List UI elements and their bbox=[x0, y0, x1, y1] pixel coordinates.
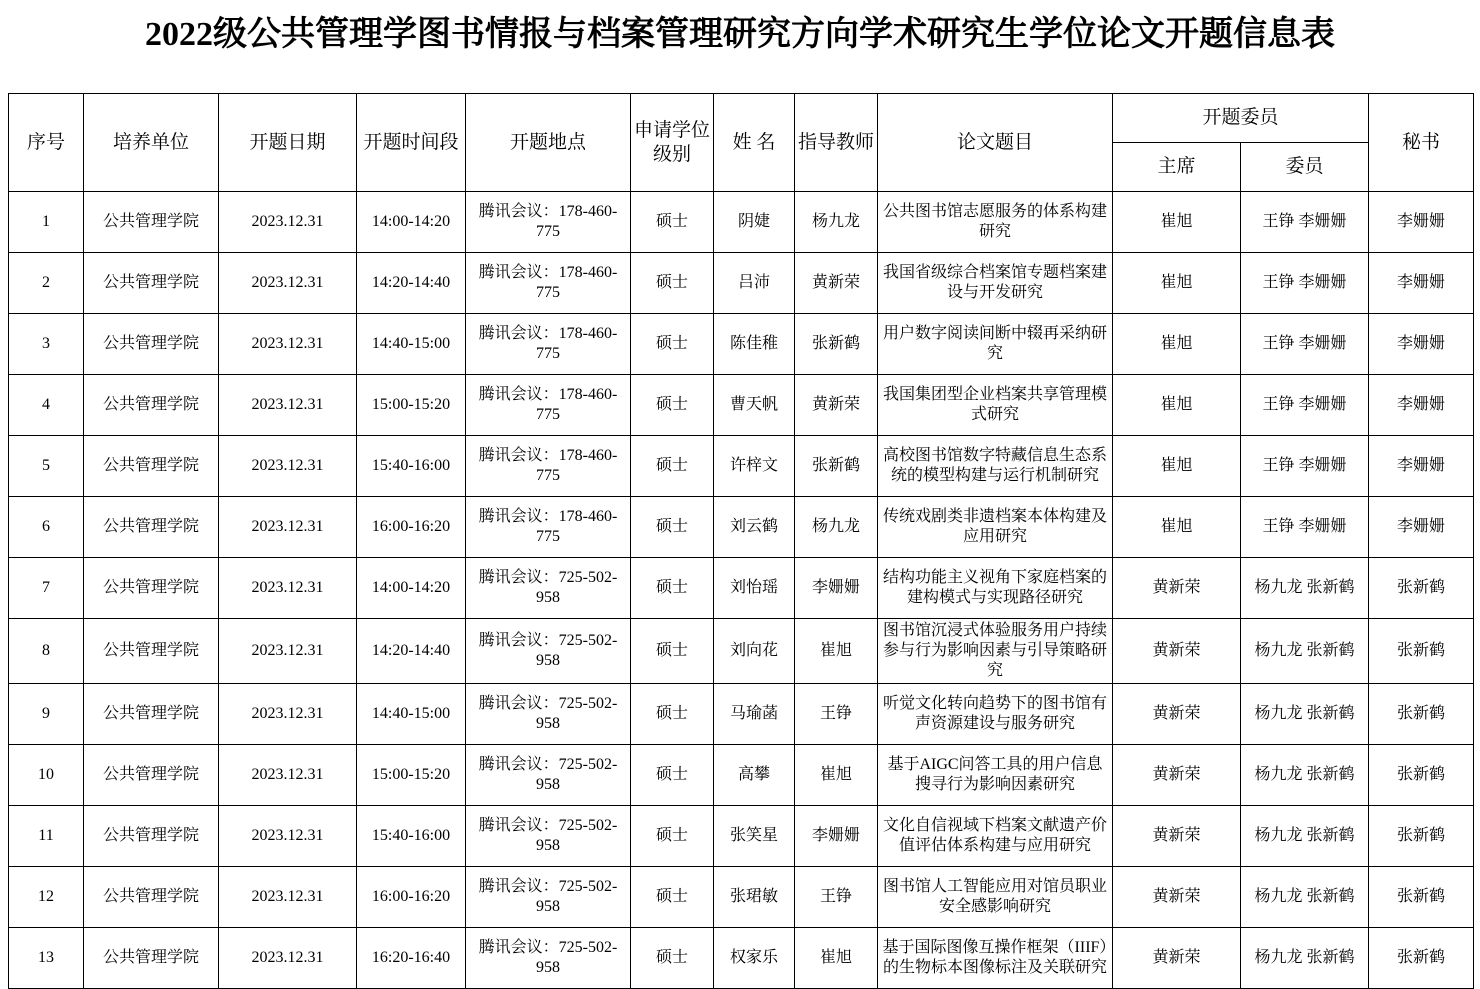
cell-member: 杨九龙 张新鹤 bbox=[1241, 928, 1369, 989]
cell-time: 14:00-14:20 bbox=[357, 558, 466, 619]
cell-no: 13 bbox=[9, 928, 84, 989]
cell-unit: 公共管理学院 bbox=[84, 436, 219, 497]
column-header-topic: 论文题目 bbox=[878, 94, 1113, 192]
cell-unit: 公共管理学院 bbox=[84, 375, 219, 436]
cell-chair: 黄新荣 bbox=[1113, 684, 1241, 745]
cell-time: 15:00-15:20 bbox=[357, 745, 466, 806]
cell-degree: 硕士 bbox=[631, 745, 714, 806]
cell-tutor: 杨九龙 bbox=[795, 192, 878, 253]
schedule-table-container bbox=[8, 93, 1474, 989]
cell-name: 吕沛 bbox=[714, 253, 795, 314]
cell-name: 许梓文 bbox=[714, 436, 795, 497]
cell-member: 杨九龙 张新鹤 bbox=[1241, 558, 1369, 619]
cell-unit: 公共管理学院 bbox=[84, 745, 219, 806]
cell-unit: 公共管理学院 bbox=[84, 192, 219, 253]
cell-time: 14:20-14:40 bbox=[357, 253, 466, 314]
cell-chair: 黄新荣 bbox=[1113, 806, 1241, 867]
cell-degree: 硕士 bbox=[631, 436, 714, 497]
cell-name: 张笑星 bbox=[714, 806, 795, 867]
table-row bbox=[9, 806, 1474, 867]
cell-member: 王铮 李姗姗 bbox=[1241, 436, 1369, 497]
cell-chair: 崔旭 bbox=[1113, 436, 1241, 497]
cell-secretary: 李姗姗 bbox=[1369, 192, 1474, 253]
cell-time: 14:00-14:20 bbox=[357, 192, 466, 253]
cell-place: 腾讯会议：725-502-958 bbox=[466, 745, 631, 806]
column-header-tutor: 指导教师 bbox=[795, 94, 878, 192]
cell-degree: 硕士 bbox=[631, 928, 714, 989]
table-row bbox=[9, 745, 1474, 806]
cell-place: 腾讯会议：725-502-958 bbox=[466, 928, 631, 989]
cell-date: 2023.12.31 bbox=[219, 558, 357, 619]
cell-degree: 硕士 bbox=[631, 375, 714, 436]
cell-no: 3 bbox=[9, 314, 84, 375]
cell-place: 腾讯会议：725-502-958 bbox=[466, 867, 631, 928]
column-header-time: 开题时间段 bbox=[357, 94, 466, 192]
cell-member: 杨九龙 张新鹤 bbox=[1241, 619, 1369, 684]
cell-name: 高攀 bbox=[714, 745, 795, 806]
cell-chair: 黄新荣 bbox=[1113, 867, 1241, 928]
cell-name: 刘怡瑶 bbox=[714, 558, 795, 619]
cell-secretary: 张新鹤 bbox=[1369, 745, 1474, 806]
cell-chair: 崔旭 bbox=[1113, 314, 1241, 375]
column-header-no: 序号 bbox=[9, 94, 84, 192]
cell-name: 刘云鹤 bbox=[714, 497, 795, 558]
cell-date: 2023.12.31 bbox=[219, 684, 357, 745]
column-header-committee: 开题委员 bbox=[1113, 94, 1369, 143]
table-body bbox=[9, 192, 1474, 989]
cell-member: 王铮 李姗姗 bbox=[1241, 314, 1369, 375]
cell-topic: 基于AIGC问答工具的用户信息搜寻行为影响因素研究 bbox=[878, 745, 1113, 806]
cell-secretary: 李姗姗 bbox=[1369, 436, 1474, 497]
cell-no: 5 bbox=[9, 436, 84, 497]
cell-secretary: 李姗姗 bbox=[1369, 253, 1474, 314]
cell-topic: 公共图书馆志愿服务的体系构建研究 bbox=[878, 192, 1113, 253]
cell-chair: 崔旭 bbox=[1113, 192, 1241, 253]
cell-time: 14:40-15:00 bbox=[357, 684, 466, 745]
column-header-member: 委员 bbox=[1241, 143, 1369, 192]
cell-secretary: 张新鹤 bbox=[1369, 684, 1474, 745]
table-row bbox=[9, 928, 1474, 989]
cell-time: 15:40-16:00 bbox=[357, 436, 466, 497]
table-row bbox=[9, 436, 1474, 497]
cell-chair: 黄新荣 bbox=[1113, 928, 1241, 989]
cell-member: 杨九龙 张新鹤 bbox=[1241, 867, 1369, 928]
cell-place: 腾讯会议：178-460-775 bbox=[466, 192, 631, 253]
cell-date: 2023.12.31 bbox=[219, 253, 357, 314]
cell-degree: 硕士 bbox=[631, 867, 714, 928]
cell-secretary: 张新鹤 bbox=[1369, 867, 1474, 928]
cell-degree: 硕士 bbox=[631, 806, 714, 867]
cell-no: 12 bbox=[9, 867, 84, 928]
cell-unit: 公共管理学院 bbox=[84, 314, 219, 375]
cell-place: 腾讯会议：725-502-958 bbox=[466, 806, 631, 867]
cell-time: 16:00-16:20 bbox=[357, 867, 466, 928]
cell-name: 阴婕 bbox=[714, 192, 795, 253]
cell-topic: 高校图书馆数字特藏信息生态系统的模型构建与运行机制研究 bbox=[878, 436, 1113, 497]
cell-unit: 公共管理学院 bbox=[84, 867, 219, 928]
cell-name: 陈佳稚 bbox=[714, 314, 795, 375]
cell-secretary: 张新鹤 bbox=[1369, 806, 1474, 867]
cell-tutor: 张新鹤 bbox=[795, 436, 878, 497]
cell-topic: 我国集团型企业档案共享管理模式研究 bbox=[878, 375, 1113, 436]
cell-date: 2023.12.31 bbox=[219, 497, 357, 558]
cell-unit: 公共管理学院 bbox=[84, 928, 219, 989]
cell-member: 王铮 李姗姗 bbox=[1241, 497, 1369, 558]
cell-time: 14:20-14:40 bbox=[357, 619, 466, 684]
table-row bbox=[9, 497, 1474, 558]
cell-unit: 公共管理学院 bbox=[84, 558, 219, 619]
cell-date: 2023.12.31 bbox=[219, 192, 357, 253]
cell-no: 6 bbox=[9, 497, 84, 558]
schedule-table bbox=[8, 93, 1474, 989]
cell-tutor: 李姗姗 bbox=[795, 558, 878, 619]
cell-date: 2023.12.31 bbox=[219, 436, 357, 497]
cell-no: 11 bbox=[9, 806, 84, 867]
cell-place: 腾讯会议：725-502-958 bbox=[466, 684, 631, 745]
cell-chair: 黄新荣 bbox=[1113, 745, 1241, 806]
cell-date: 2023.12.31 bbox=[219, 806, 357, 867]
cell-member: 王铮 李姗姗 bbox=[1241, 192, 1369, 253]
cell-name: 权家乐 bbox=[714, 928, 795, 989]
cell-place: 腾讯会议：178-460-775 bbox=[466, 436, 631, 497]
cell-topic: 结构功能主义视角下家庭档案的建构模式与实现路径研究 bbox=[878, 558, 1113, 619]
cell-chair: 黄新荣 bbox=[1113, 619, 1241, 684]
cell-chair: 黄新荣 bbox=[1113, 558, 1241, 619]
cell-no: 4 bbox=[9, 375, 84, 436]
cell-topic: 文化自信视域下档案文献遗产价值评估体系构建与应用研究 bbox=[878, 806, 1113, 867]
cell-member: 杨九龙 张新鹤 bbox=[1241, 806, 1369, 867]
cell-name: 张珺敏 bbox=[714, 867, 795, 928]
cell-tutor: 张新鹤 bbox=[795, 314, 878, 375]
cell-secretary: 李姗姗 bbox=[1369, 314, 1474, 375]
cell-date: 2023.12.31 bbox=[219, 314, 357, 375]
cell-date: 2023.12.31 bbox=[219, 619, 357, 684]
table-row bbox=[9, 619, 1474, 684]
cell-name: 马瑜菡 bbox=[714, 684, 795, 745]
cell-degree: 硕士 bbox=[631, 497, 714, 558]
cell-topic: 我国省级综合档案馆专题档案建设与开发研究 bbox=[878, 253, 1113, 314]
cell-topic: 图书馆人工智能应用对馆员职业安全感影响研究 bbox=[878, 867, 1113, 928]
cell-degree: 硕士 bbox=[631, 253, 714, 314]
cell-topic: 听觉文化转向趋势下的图书馆有声资源建设与服务研究 bbox=[878, 684, 1113, 745]
table-row bbox=[9, 314, 1474, 375]
cell-no: 1 bbox=[9, 192, 84, 253]
cell-degree: 硕士 bbox=[631, 192, 714, 253]
column-header-unit: 培养单位 bbox=[84, 94, 219, 192]
cell-place: 腾讯会议：178-460-775 bbox=[466, 253, 631, 314]
cell-tutor: 崔旭 bbox=[795, 745, 878, 806]
cell-date: 2023.12.31 bbox=[219, 745, 357, 806]
column-header-date: 开题日期 bbox=[219, 94, 357, 192]
cell-time: 16:20-16:40 bbox=[357, 928, 466, 989]
cell-tutor: 崔旭 bbox=[795, 619, 878, 684]
cell-time: 15:40-16:00 bbox=[357, 806, 466, 867]
column-header-secretary: 秘书 bbox=[1369, 94, 1474, 192]
cell-place: 腾讯会议：725-502-958 bbox=[466, 558, 631, 619]
cell-place: 腾讯会议：178-460-775 bbox=[466, 375, 631, 436]
cell-time: 14:40-15:00 bbox=[357, 314, 466, 375]
cell-secretary: 李姗姗 bbox=[1369, 375, 1474, 436]
cell-topic: 图书馆沉浸式体验服务用户持续参与行为影响因素与引导策略研究 bbox=[878, 619, 1113, 684]
cell-member: 杨九龙 张新鹤 bbox=[1241, 745, 1369, 806]
cell-place: 腾讯会议：178-460-775 bbox=[466, 314, 631, 375]
cell-tutor: 黄新荣 bbox=[795, 375, 878, 436]
table-row bbox=[9, 684, 1474, 745]
cell-member: 王铮 李姗姗 bbox=[1241, 375, 1369, 436]
cell-unit: 公共管理学院 bbox=[84, 684, 219, 745]
cell-unit: 公共管理学院 bbox=[84, 497, 219, 558]
table-row bbox=[9, 192, 1474, 253]
table-header bbox=[9, 94, 1474, 192]
column-header-name: 姓 名 bbox=[714, 94, 795, 192]
page-title: 2022级公共管理学图书情报与档案管理研究方向学术研究生学位论文开题信息表 bbox=[145, 16, 1335, 53]
cell-degree: 硕士 bbox=[631, 558, 714, 619]
cell-no: 9 bbox=[9, 684, 84, 745]
cell-secretary: 李姗姗 bbox=[1369, 497, 1474, 558]
cell-unit: 公共管理学院 bbox=[84, 253, 219, 314]
cell-member: 王铮 李姗姗 bbox=[1241, 253, 1369, 314]
cell-place: 腾讯会议：725-502-958 bbox=[466, 619, 631, 684]
cell-unit: 公共管理学院 bbox=[84, 619, 219, 684]
cell-chair: 崔旭 bbox=[1113, 375, 1241, 436]
cell-date: 2023.12.31 bbox=[219, 928, 357, 989]
column-header-place: 开题地点 bbox=[466, 94, 631, 192]
cell-no: 10 bbox=[9, 745, 84, 806]
table-row bbox=[9, 867, 1474, 928]
cell-no: 2 bbox=[9, 253, 84, 314]
cell-no: 8 bbox=[9, 619, 84, 684]
cell-secretary: 张新鹤 bbox=[1369, 558, 1474, 619]
cell-tutor: 李姗姗 bbox=[795, 806, 878, 867]
table-row bbox=[9, 375, 1474, 436]
cell-date: 2023.12.31 bbox=[219, 867, 357, 928]
table-row bbox=[9, 558, 1474, 619]
cell-tutor: 崔旭 bbox=[795, 928, 878, 989]
table-header-row bbox=[9, 94, 1474, 143]
cell-degree: 硕士 bbox=[631, 684, 714, 745]
column-header-chair: 主席 bbox=[1113, 143, 1241, 192]
cell-tutor: 黄新荣 bbox=[795, 253, 878, 314]
cell-tutor: 王铮 bbox=[795, 684, 878, 745]
cell-time: 15:00-15:20 bbox=[357, 375, 466, 436]
cell-unit: 公共管理学院 bbox=[84, 806, 219, 867]
cell-place: 腾讯会议：178-460-775 bbox=[466, 497, 631, 558]
cell-date: 2023.12.31 bbox=[219, 375, 357, 436]
table-row bbox=[9, 253, 1474, 314]
cell-degree: 硕士 bbox=[631, 314, 714, 375]
cell-name: 刘向花 bbox=[714, 619, 795, 684]
cell-tutor: 杨九龙 bbox=[795, 497, 878, 558]
cell-member: 杨九龙 张新鹤 bbox=[1241, 684, 1369, 745]
cell-topic: 传统戏剧类非遗档案本体构建及应用研究 bbox=[878, 497, 1113, 558]
cell-no: 7 bbox=[9, 558, 84, 619]
column-header-degree: 申请学位级别 bbox=[631, 94, 714, 192]
cell-topic: 用户数字阅读间断中辍再采纳研究 bbox=[878, 314, 1113, 375]
cell-chair: 崔旭 bbox=[1113, 253, 1241, 314]
cell-tutor: 王铮 bbox=[795, 867, 878, 928]
cell-chair: 崔旭 bbox=[1113, 497, 1241, 558]
cell-degree: 硕士 bbox=[631, 619, 714, 684]
cell-topic: 基于国际图像互操作框架（IIIF）的生物标本图像标注及关联研究 bbox=[878, 928, 1113, 989]
cell-time: 16:00-16:20 bbox=[357, 497, 466, 558]
cell-secretary: 张新鹤 bbox=[1369, 619, 1474, 684]
cell-name: 曹天帆 bbox=[714, 375, 795, 436]
cell-secretary: 张新鹤 bbox=[1369, 928, 1474, 989]
